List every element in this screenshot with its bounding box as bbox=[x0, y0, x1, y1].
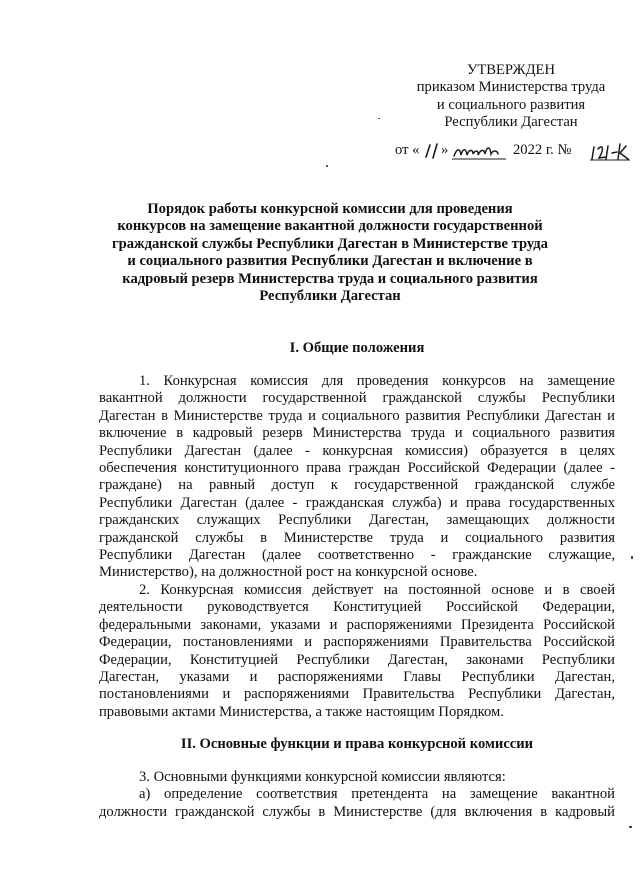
scan-speck bbox=[631, 556, 633, 559]
paragraph-line: деятельности руководствуется Конституцией Российской Федерации, bbox=[99, 599, 615, 616]
paragraph-line: Федерации, постановлениями и распоряжениями Правительства Российской bbox=[99, 634, 615, 651]
paragraph-line: Республики Дагестан (далее - гражданская служба) и права государственных bbox=[99, 494, 615, 511]
title-line: Порядок работы конкурсной комиссии для проведения bbox=[147, 201, 513, 217]
title-line: Республики Дагестан bbox=[259, 288, 401, 305]
approval-line: и социального развития bbox=[436, 96, 586, 113]
paragraph-line: гражданских служащих Республики Дагестан, замещающих должности bbox=[99, 512, 615, 529]
section-2-heading: II. Основные функции и права конкурсной комиссии bbox=[180, 736, 534, 752]
paragraph-line: Республики Дагестан (далее соответственно - гражданские служащие, bbox=[99, 546, 615, 563]
handwritten-day bbox=[421, 140, 443, 162]
paragraph-line: постановлениями и распоряжениями Правительства Республики Дагестан, bbox=[99, 686, 615, 703]
paragraph-line: Министерство), на должностной рост на конкурсной основе. bbox=[99, 564, 478, 581]
paragraph-line: Федерации, Конституцией Республики Дагестан, законами Республики bbox=[99, 651, 615, 668]
section-1-heading: I. Общие положения bbox=[289, 340, 425, 356]
paragraph-1 bbox=[99, 373, 615, 582]
approval-line: приказом Министерства труда bbox=[416, 79, 606, 96]
date-year: 2022 г. № bbox=[513, 142, 572, 158]
paragraph-line: должности гражданской службы в Министерстве (для включения в кадровый bbox=[99, 803, 615, 820]
title-line: конкурсов на замещение вакантной должности государственной bbox=[117, 218, 543, 235]
paragraph-line: Дагестан, указами и распоряжениями Главы Республики Дагестан, bbox=[99, 668, 615, 685]
paragraph-line: правовыми актами Министерства, а также настоящим Порядком. bbox=[99, 703, 504, 720]
paragraph-line: граждане) на равный доступ к государственной гражданской службе bbox=[99, 477, 615, 494]
approval-heading: УТВЕРЖДЕН bbox=[467, 62, 555, 78]
handwritten-order-number bbox=[590, 140, 634, 164]
date-prefix: от « bbox=[395, 142, 420, 158]
paragraph-line: Республики Дагестан (далее - конкурсная комиссия) образуется в целях bbox=[99, 442, 615, 459]
paragraph-line: 2. Конкурсная комиссия действует на постоянной основе и в своей bbox=[139, 582, 615, 598]
paragraph-2 bbox=[99, 582, 615, 721]
title-line: и социального развития Республики Дагестан и включение в bbox=[127, 253, 533, 270]
paragraph-line: включение в кадровый резерв Министерства труда и социального развития bbox=[99, 425, 615, 442]
scan-speck bbox=[378, 118, 380, 119]
document-title bbox=[95, 201, 565, 305]
scan-speck bbox=[326, 165, 328, 167]
order-date-line bbox=[395, 140, 635, 162]
paragraph-line: 3. Основными функциями конкурсной комиссии являются: bbox=[139, 769, 506, 785]
handwritten-month bbox=[451, 140, 511, 164]
approval-block bbox=[396, 62, 626, 132]
paragraph-line: гражданской службы в Министерстве труда и социального развития bbox=[99, 529, 615, 546]
paragraph-line: вакантной должности государственной гражданской службы Республики bbox=[99, 390, 615, 407]
title-line: кадровый резерв Министерства труда и социального развития bbox=[122, 270, 538, 287]
paragraph-line: 1. Конкурсная комиссия для проведения конкурсов на замещение bbox=[139, 373, 615, 389]
date-quote-close: » bbox=[441, 142, 449, 158]
approval-line: Республики Дагестан bbox=[444, 114, 578, 131]
paragraph-line: обеспечения конституционного права граждан Российской Федерации (далее - bbox=[99, 459, 615, 476]
paragraph-line: федеральными законами, указами и распоряжениями Президента Российской bbox=[99, 616, 615, 633]
scan-speck bbox=[629, 826, 632, 828]
title-line: гражданской службы Республики Дагестан в Министерстве труда bbox=[112, 235, 548, 252]
paragraph-3 bbox=[99, 769, 615, 821]
paragraph-line: а) определение соответствия претендента на замещение вакантной bbox=[139, 786, 615, 803]
paragraph-line: Дагестан в Министерстве труда и социального развития Республики Дагестан и bbox=[99, 407, 615, 424]
